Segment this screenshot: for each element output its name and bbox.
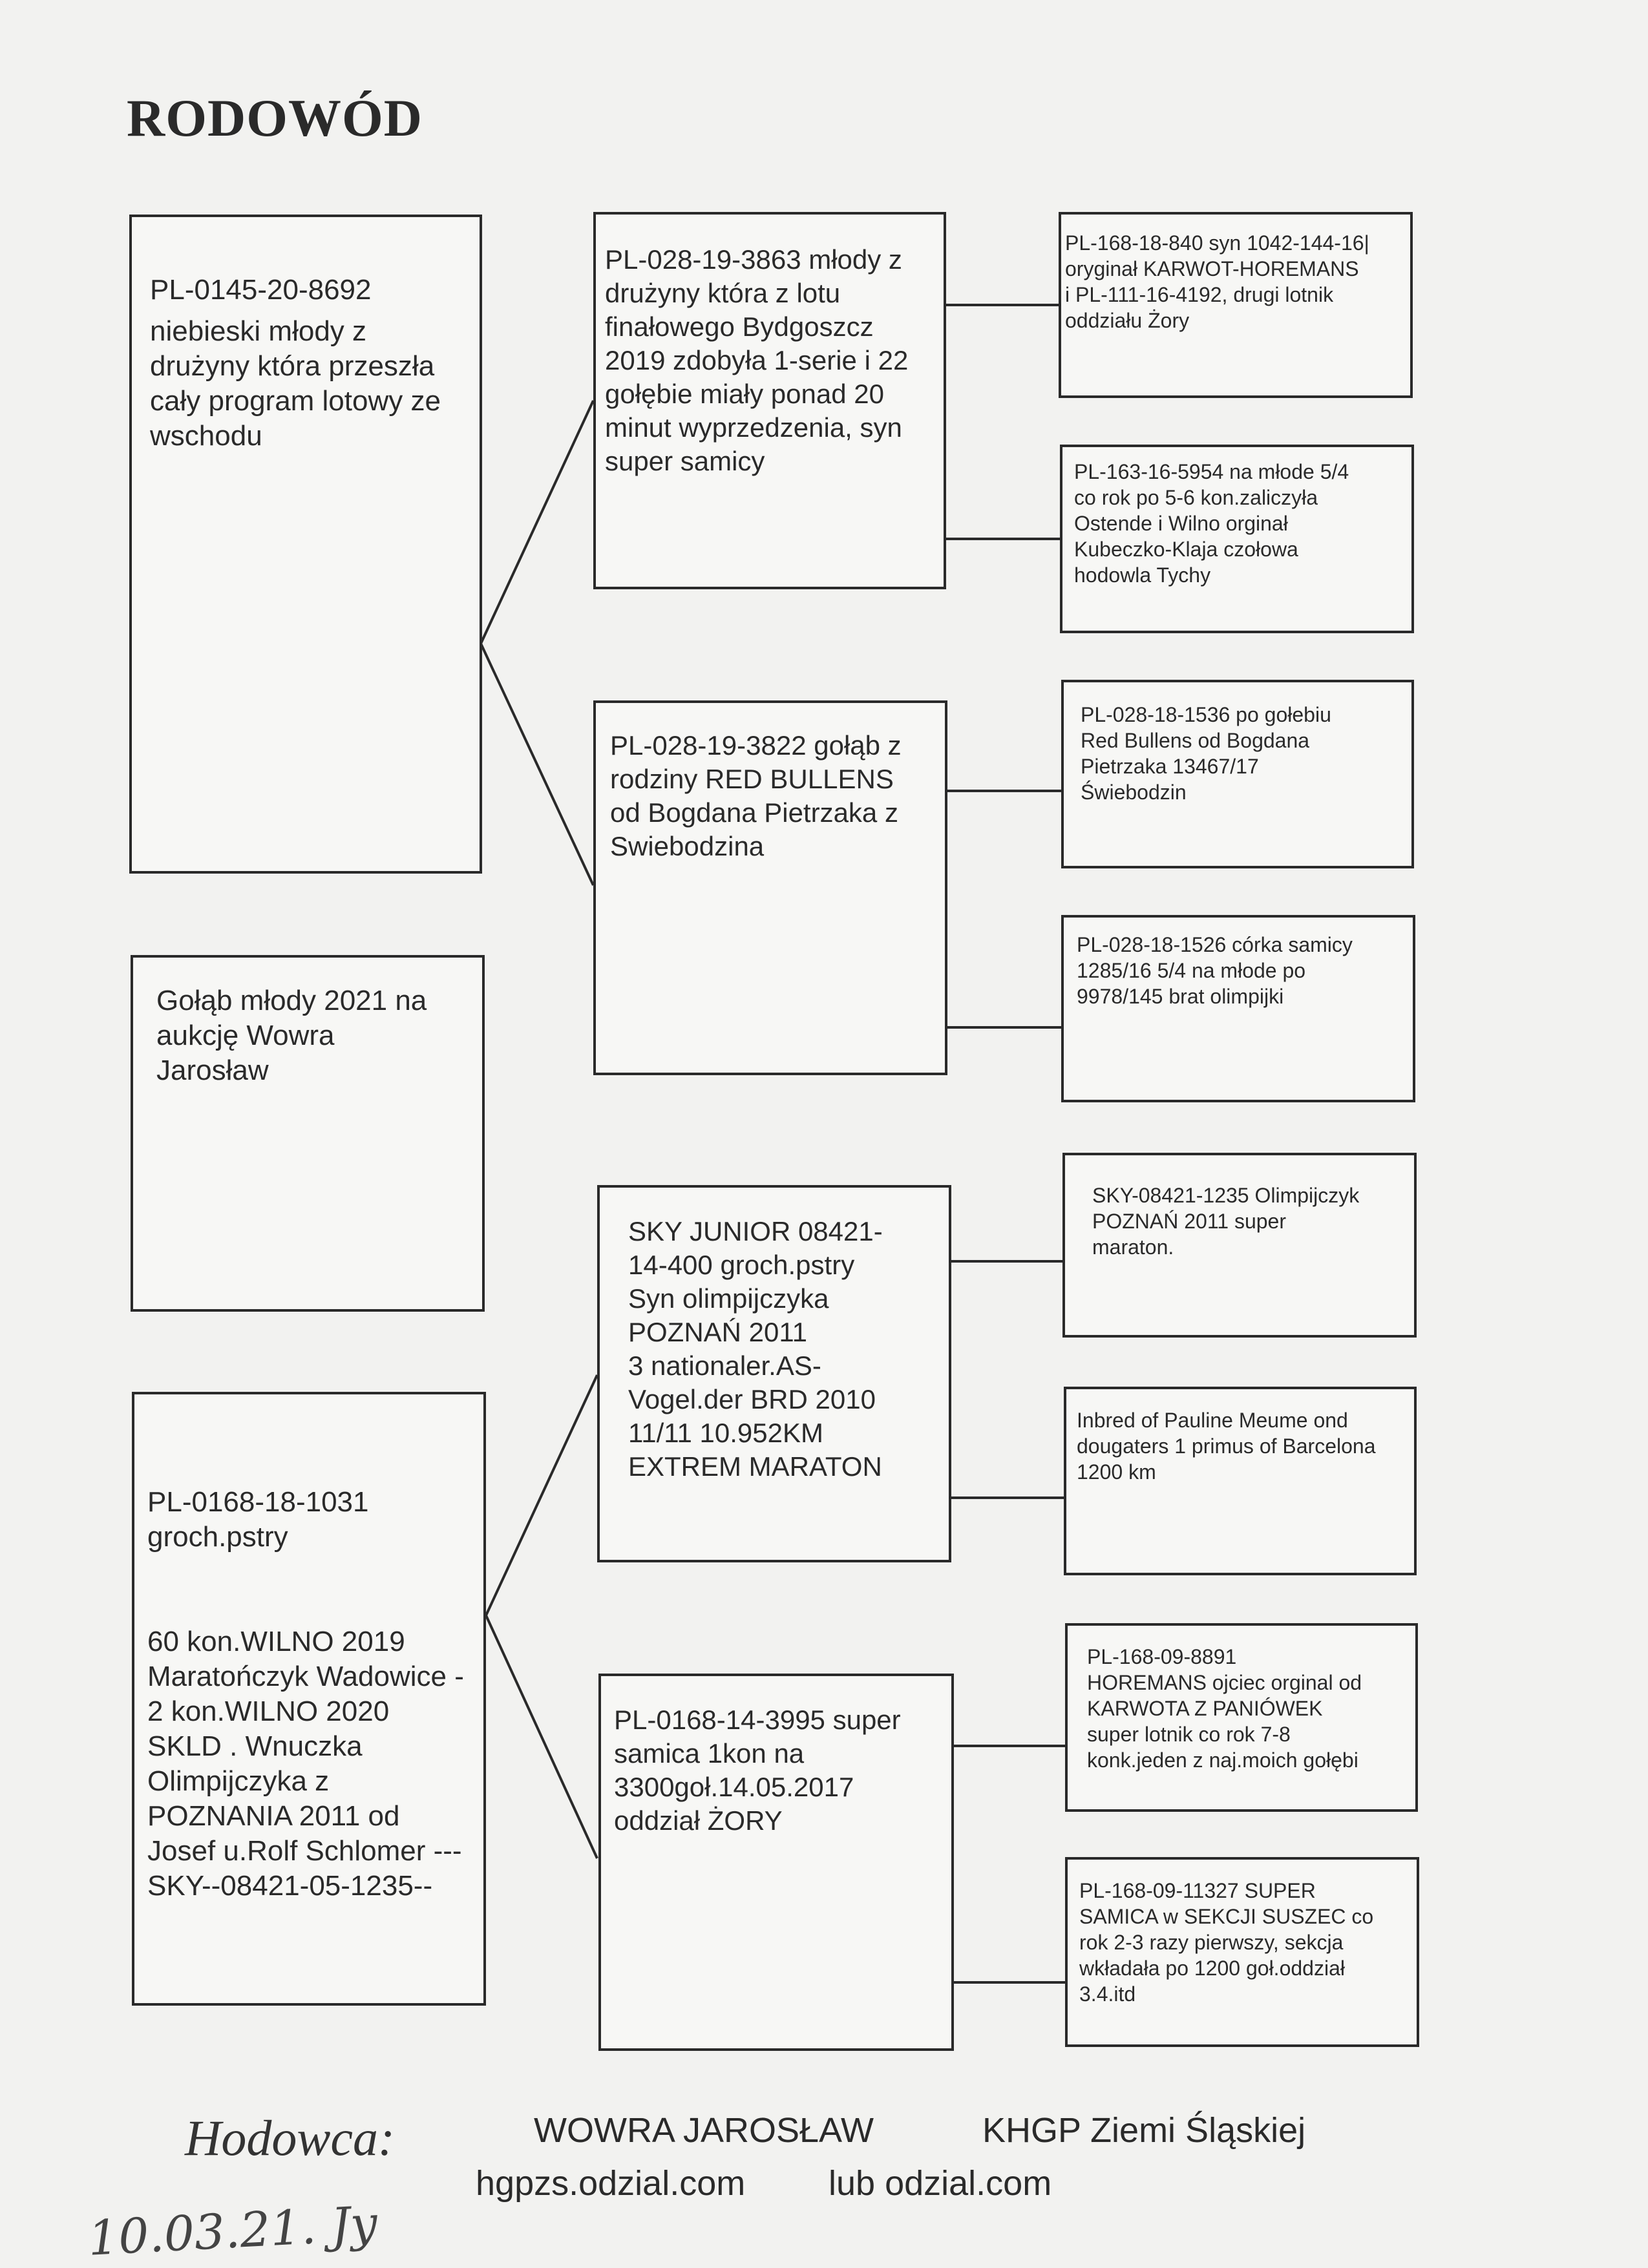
grandparent-box-2 [593, 700, 947, 1075]
breeder-name: WOWRA JAROSŁAW [534, 2111, 874, 2150]
mother-box [132, 1392, 486, 2006]
grandparent-text-1: PL-028-19-3863 młody z drużyny która z lotu finałowego Bydgoszcz 2019 zdobyła 1-serie i 22 gołębie miały ponad 20 minut wyprzedzenia, syn super samicy [605, 244, 909, 476]
website-alt-link[interactable]: lub odzial.com [829, 2164, 1052, 2203]
grandparent-box-3 [597, 1185, 951, 1562]
grandparent-text-3: SKY JUNIOR 08421- 14-400 groch.pstry Syn olimpijczyka POZNAŃ 2011 3 nationaler.AS- Vogel.der BRD 2010 11/11 10.952KM EXTREM MARATON [628, 1216, 883, 1482]
website-link[interactable]: hgpzs.odzial.com [476, 2164, 746, 2203]
great-grandparent-box-2 [1060, 445, 1414, 633]
great-grandparent-text-4: PL-028-18-1526 córka samicy 1285/16 5/4 na młode po 9978/145 brat olimpijki [1077, 933, 1353, 1008]
great-grandparent-box-6 [1064, 1387, 1417, 1575]
handwritten-date-signature: 10.03.21. Jy [87, 2196, 379, 2267]
club-name: KHGP Ziemi Śląskiej [982, 2111, 1306, 2150]
great-grandparent-text-8: PL-168-09-11327 SUPER SAMICA w SEKCJI SUSZEC co rok 2-3 razy pierwszy, sekcja wkładała po 1200 goł.oddział 3.4.itd [1079, 1879, 1374, 2006]
subject-box [129, 215, 482, 874]
grandparent-text-4: PL-0168-14-3995 super samica 1kon na 3300goł.14.05.2017 oddział ŻORY [614, 1705, 901, 1836]
great-grandparent-box-8 [1065, 1857, 1419, 2047]
great-grandparent-text-1: PL-168-18-840 syn 1042-144-16| oryginał KARWOT-HOREMANS i PL-111-16-4192, drugi lotnik oddziału Żory [1065, 231, 1369, 332]
grandparent-text-2: PL-028-19-3822 gołąb z rodziny RED BULLENS od Bogdana Pietrzaka z Swiebodzina [610, 730, 902, 861]
great-grandparent-box-1 [1059, 212, 1413, 398]
great-grandparent-text-7: PL-168-09-8891 HOREMANS ojciec orginal od KARWOTA Z PANIÓWEK super lotnik co rok 7-8 konk.jeden z naj.moich gołębi [1087, 1645, 1362, 1772]
great-grandparent-box-4 [1061, 915, 1415, 1102]
grandparent-box-4 [598, 1674, 954, 2051]
breeder-label: Hodowca: [185, 2110, 395, 2166]
grandparent-box-1 [593, 212, 946, 589]
page-title: RODOWÓD [127, 89, 423, 147]
great-grandparent-text-5: SKY-08421-1235 Olimpijczyk POZNAŃ 2011 super maraton. [1092, 1184, 1360, 1259]
connector-subject-sire [481, 401, 593, 644]
great-grandparent-text-3: PL-028-18-1536 po gołebiu Red Bullens od Bogdana Pietrzaka 13467/17 Świebodzin [1081, 703, 1331, 804]
mother-text: PL-0168-18-1031 groch.pstry 60 kon.WILNO 2019 Maratończyk Wadowice - 2 kon.WILNO 2020 SKLD . Wnuczka Olimpijczyka z POZNANIA 2011 od Josef u.Rolf Schlomer --- SKY--08421-05-1235-- [147, 1486, 464, 1902]
great-grandparent-text-6: Inbred of Pauline Meume ond dougaters 1 primus of Barcelona 1200 km [1077, 1409, 1376, 1484]
subject-description: niebieski młody z drużyny która przeszła cały program lotowy ze wschodu [150, 315, 441, 452]
note-box [131, 955, 485, 1312]
great-grandparent-box-7 [1065, 1623, 1418, 1812]
connector-subject-dam [481, 644, 593, 885]
great-grandparent-text-2: PL-163-16-5954 na młode 5/4 co rok po 5-6 kon.zaliczyła Ostende i Wilno orginał Kubeczko-Klaja czołowa hodowla Tychy [1074, 460, 1349, 587]
subject-ring: PL-0145-20-8692 [150, 274, 372, 306]
great-grandparent-box-3 [1061, 680, 1414, 868]
connector-mother-dam [486, 1615, 597, 1858]
note-text: Gołąb młody 2021 na aukcję Wowra Jarosław [156, 985, 427, 1086]
connector-mother-sire [486, 1375, 597, 1615]
great-grandparent-box-5 [1062, 1153, 1417, 1338]
